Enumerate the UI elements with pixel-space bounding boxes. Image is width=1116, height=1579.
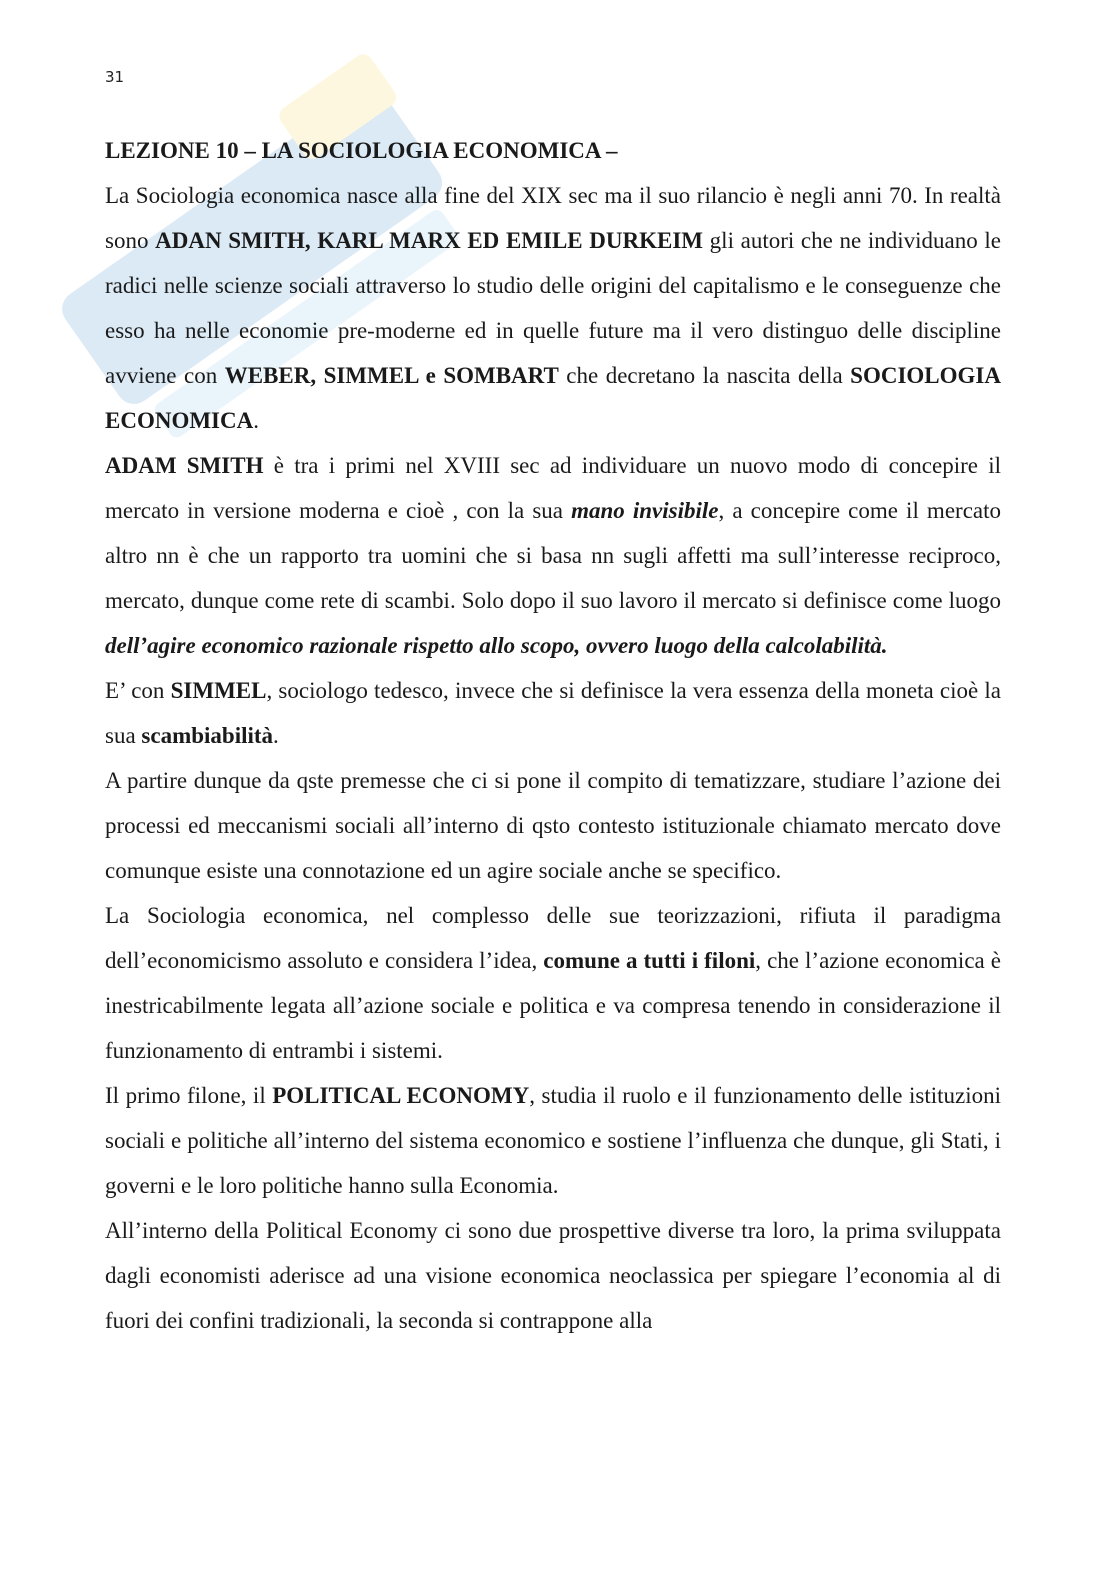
text-run: E’ con <box>105 678 171 703</box>
text-run: ADAN SMITH, KARL MARX ED EMILE DURKEIM <box>155 228 704 253</box>
document-body <box>105 128 1001 1343</box>
text-run: comune a tutti i filoni <box>543 948 756 973</box>
page-number: 31 <box>105 68 125 86</box>
text-run: WEBER, SIMMEL e SOMBART <box>224 363 559 388</box>
text-run: che decretano la nascita della <box>558 363 851 388</box>
text-run: Il primo filone, il <box>105 1083 273 1108</box>
paragraph-4 <box>105 758 1001 893</box>
paragraph-list <box>105 173 1001 1343</box>
paragraph-5 <box>105 893 1001 1073</box>
lesson-title: LEZIONE 10 – LA SOCIOLOGIA ECONOMICA – <box>105 138 618 163</box>
text-run: , che l’azione economica è inestricabilmente legata all’azione sociale e politica e va compresa tenendo in considerazione il funzionamento di entrambi i sistemi. <box>105 948 1001 1063</box>
text-run: La Sociologia economica nasce alla fine del XIX sec ma il suo rilancio è negli anni 70. In realtà sono <box>105 183 1001 253</box>
text-run: , sociologo tedesco, invece che si definisce la vera essenza della moneta cioè la sua <box>105 678 1002 748</box>
paragraph-2 <box>105 443 1001 668</box>
text-run: POLITICAL ECONOMY <box>272 1083 530 1108</box>
text-run: . <box>273 723 279 748</box>
text-run: dell’agire economico razionale rispetto allo scopo, ovvero luogo della calcolabilità. <box>105 633 888 658</box>
text-run: , a concepire come il mercato altro nn è che un rapporto tra uomini che si basa nn sugli affetti ma sull’interesse reciproco, mercato, dunque come rete di scambi. Solo dopo il suo lavoro il mercato si definisce come luogo <box>105 498 1002 613</box>
paragraph-7 <box>105 1208 1001 1343</box>
paragraph-6 <box>105 1073 1001 1208</box>
text-run: A partire dunque da qste premesse che ci si pone il compito di tematizzare, studiare l’azione dei processi ed meccanismi sociali all’interno di qsto contesto istituzionale chiamato mercato dove comunque esiste una connotazione ed un agire sociale anche se specifico. <box>105 768 1001 883</box>
text-run: La Sociologia economica, nel complesso delle sue teorizzazioni, rifiuta il paradigma dell’economicismo assoluto e considera l’idea, <box>105 903 1001 973</box>
text-run: mano invisibile <box>571 498 719 523</box>
text-run: SOCIOLOGIA ECONOMICA <box>105 363 1001 433</box>
text-run: , studia il ruolo e il funzionamento delle istituzioni sociali e politiche all’interno del sistema economico e sostiene l’influenza che dunque, gli Stati, i governi e le loro politiche hanno sulla Economia. <box>105 1083 1002 1198</box>
text-run: ADAM SMITH <box>105 453 264 478</box>
text-run: SIMMEL <box>170 678 267 703</box>
text-run: All’interno della Political Economy ci sono due prospettive diverse tra loro, la prima sviluppata dagli economisti aderisce ad una visione economica neoclassica per spiegare l’economia al di fuori dei confini tradizionali, la seconda si contrappone alla <box>105 1218 1001 1333</box>
paragraph-3 <box>105 668 1001 758</box>
text-run: è tra i primi nel XVIII sec ad individuare un nuovo modo di concepire il mercato in versione moderna e cioè , con la sua <box>105 453 1001 523</box>
text-run: gli autori che ne individuano le radici nelle scienze sociali attraverso lo studio delle origini del capitalismo e le conseguenze che esso ha nelle economie pre-moderne ed in quelle future ma il vero distinguo delle discipline avviene con <box>105 228 1001 388</box>
text-run: scambiabilità <box>141 723 274 748</box>
paragraph-1 <box>105 173 1001 443</box>
text-run: . <box>253 408 259 433</box>
